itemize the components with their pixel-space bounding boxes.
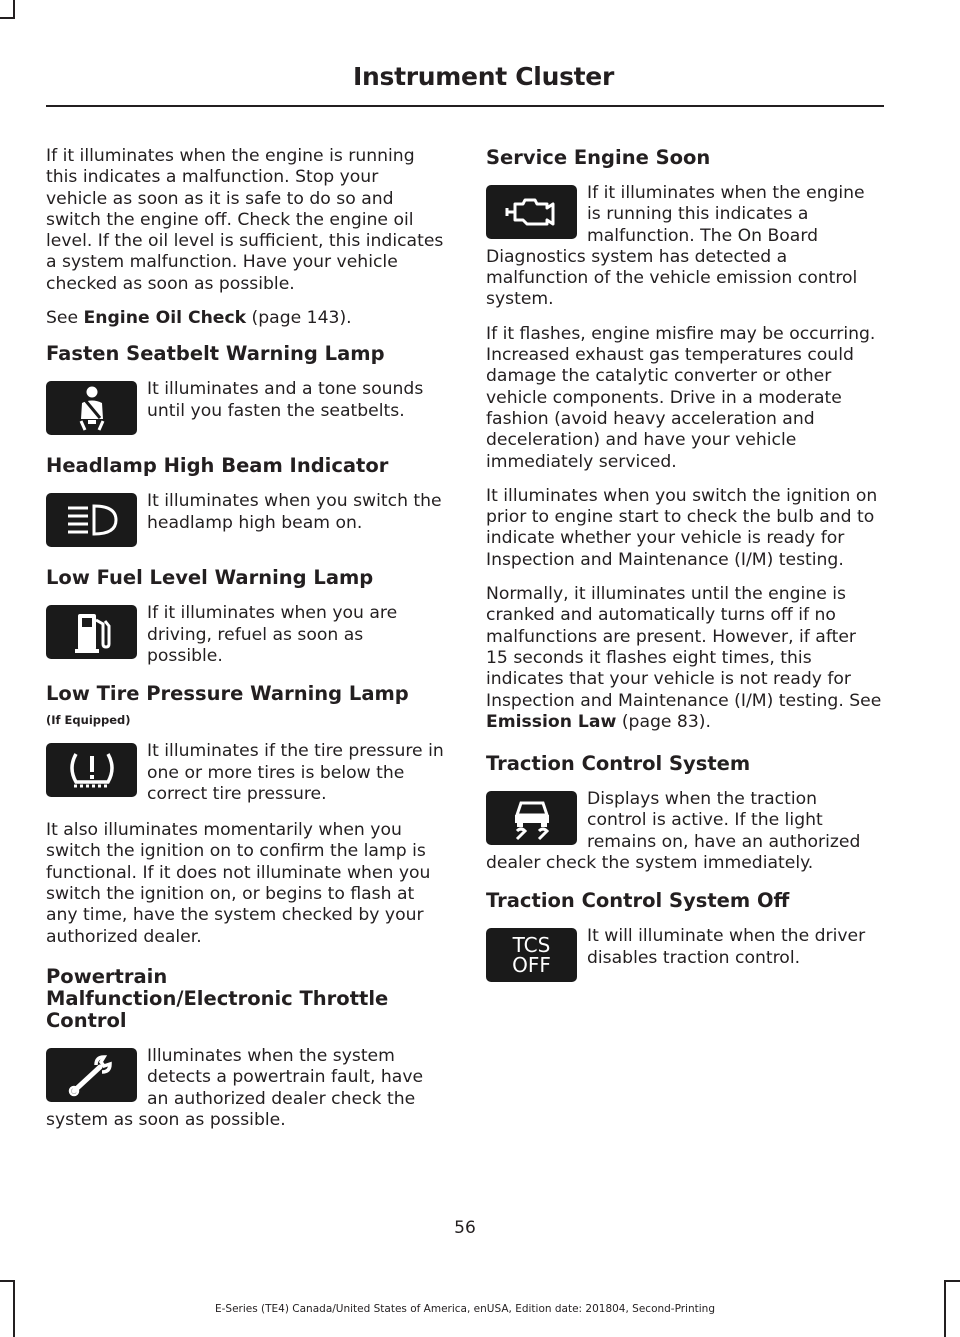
traction-off-heading: Traction Control System Off — [486, 889, 790, 913]
powertrain-heading — [46, 966, 444, 1032]
right-column — [486, 146, 882, 1001]
traction-control-text: Displays when the traction control is active. If the light remains on, have an authorized dealer check the system immediately. — [486, 789, 861, 874]
see-prefix: See — [46, 308, 84, 329]
powertrain-text: Illuminates when the system detects a powertrain fault, have an authorized dealer check the system as soon as possible. — [46, 1045, 424, 1130]
tire-pressure-entry — [46, 741, 444, 805]
traction-control-heading: Traction Control System — [486, 752, 751, 776]
low-fuel-text: If it illuminates when you are driving, refuel as soon as possible. — [147, 603, 398, 666]
crop-mark — [944, 1280, 960, 1282]
page-title: Instrument Cluster — [353, 62, 614, 91]
traction-off-entry — [486, 926, 882, 986]
traction-control-entry — [486, 789, 882, 874]
tire-pressure-paragraph: It also illuminates momentarily when you switch the ignition on to confirm the lamp is functional. If it does not illuminate when you switch the ignition on, or begins to flash at any time, have the system checked by your authorized dealer. — [46, 820, 431, 947]
left-column — [46, 146, 444, 1146]
tcs-off-label — [512, 933, 551, 978]
service-engine-heading: Service Engine Soon — [486, 146, 711, 169]
page-number: 56 — [454, 1218, 476, 1238]
high-beam-entry — [46, 491, 444, 551]
tire-pressure-icon — [46, 743, 137, 797]
oil-see-paragraph — [46, 308, 444, 329]
fuel-pump-icon — [46, 605, 137, 659]
off-label: OFF — [512, 953, 551, 978]
ignition-paragraph: It illuminates when you switch the ignition on prior to engine start to check the bulb and to indicate whether your vehicle is ready for Inspection and Maintenance (I/M) testing. — [486, 485, 878, 570]
powertrain-heading-line1: Powertrain — [46, 964, 168, 988]
seatbelt-icon — [46, 381, 137, 435]
wrench-icon — [46, 1048, 137, 1102]
traction-control-icon — [486, 791, 577, 845]
oil-paragraph: If it illuminates when the engine is running this indicates a malfunction. Stop your vehicle as soon as it is safe to do so and switch the engine off. Check the engine oil level. If the oil level is sufficient, this indicates a system malfunction. Have your vehicle checked as soon as possible. — [46, 146, 444, 294]
powertrain-entry — [46, 1046, 444, 1131]
flash-paragraph: If it flashes, engine misfire may be occurring. Increased exhaust gas temperatures could damage the catalytic converter or other vehicle components. Drive in a moderate fashion (avoid heavy acceleration and deceleration) and have your vehicle immediately serviced. — [486, 323, 876, 472]
normal-text: Normally, it illuminates until the engine is cranked and automatically turns off if no malfunctions are present. However, if after 15 seconds it flashes eight times, this indicates that your vehicle is not ready for Inspection and Maintenance (I/M) testing. See — [486, 584, 882, 711]
tire-pressure-heading: Low Tire Pressure Warning Lamp — [46, 682, 409, 706]
page-ref: (page 143). — [246, 308, 352, 329]
normal-page-ref: (page 83). — [616, 711, 711, 732]
tcs-label: TCS — [512, 933, 551, 958]
low-fuel-entry — [46, 603, 444, 667]
edition-footer: E-Series (TE4) Canada/United States of America, enUSA, Edition date: 201804, Second-Printing — [214, 1303, 715, 1315]
high-beam-icon — [46, 493, 137, 547]
engine-oil-check-link[interactable]: Engine Oil Check — [83, 308, 247, 329]
crop-mark — [944, 1280, 946, 1337]
check-engine-icon — [486, 185, 577, 239]
crop-mark — [0, 1280, 15, 1282]
crop-mark — [0, 17, 15, 19]
high-beam-heading: Headlamp High Beam Indicator — [46, 454, 389, 478]
powertrain-heading-line2: Malfunction/Electronic Throttle — [46, 986, 389, 1010]
emission-law-link[interactable]: Emission Law — [486, 711, 617, 732]
traction-off-text: It will illuminate when the driver disables traction control. — [587, 926, 866, 968]
normal-paragraph — [486, 584, 882, 733]
service-engine-entry — [486, 183, 882, 311]
crop-mark — [13, 0, 15, 18]
seatbelt-heading: Fasten Seatbelt Warning Lamp — [46, 342, 385, 366]
seatbelt-text: It illuminates and a tone sounds until you fasten the seatbelts. — [147, 379, 424, 421]
high-beam-text: It illuminates when you switch the headlamp high beam on. — [147, 491, 442, 533]
seatbelt-entry — [46, 379, 444, 439]
tcs-off-icon — [486, 928, 577, 982]
low-fuel-heading: Low Fuel Level Warning Lamp — [46, 566, 374, 590]
service-engine-text: If it illuminates when the engine is running this indicates a malfunction. The On Board Diagnostics system has detected a malfunction of the vehicle emission control system. — [486, 183, 865, 310]
if-equipped-note: (If Equipped) — [46, 713, 131, 728]
tire-pressure-text: It illuminates if the tire pressure in one or more tires is below the correct tire pressure. — [147, 741, 444, 804]
powertrain-heading-line3: Control — [46, 1008, 127, 1032]
header-rule — [46, 105, 884, 107]
